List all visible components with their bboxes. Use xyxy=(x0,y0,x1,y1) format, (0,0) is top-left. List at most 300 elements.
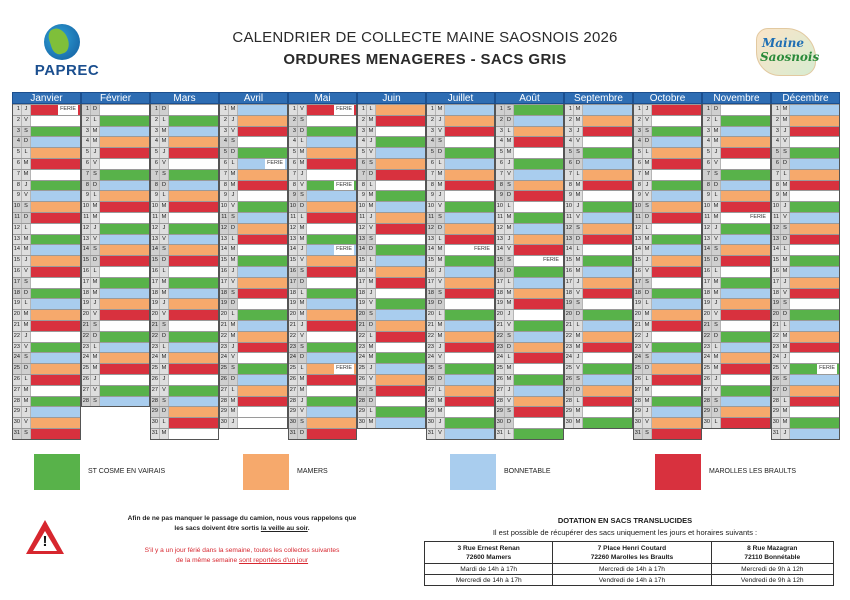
day-letter: M xyxy=(298,299,307,309)
day-letter: D xyxy=(505,191,514,201)
day-row xyxy=(496,385,563,396)
collection-bar xyxy=(583,418,632,428)
collection-bar xyxy=(31,181,80,191)
day-letter: M xyxy=(505,224,514,234)
day-number: 24 xyxy=(151,353,160,363)
day-number: 6 xyxy=(703,159,712,169)
day-number: 28 xyxy=(703,397,712,407)
holiday-label: FERIE xyxy=(334,105,354,115)
collection-bar xyxy=(721,353,770,363)
day-letter: M xyxy=(781,105,790,115)
collection-bar xyxy=(307,159,356,169)
day-letter: J xyxy=(22,332,31,342)
collection-bar xyxy=(790,116,839,126)
day-letter: D xyxy=(298,429,307,439)
day-number: 13 xyxy=(565,235,574,245)
day-row xyxy=(565,352,632,363)
day-letter: M xyxy=(229,245,238,255)
day-letter: M xyxy=(229,256,238,266)
day-letter: J xyxy=(781,278,790,288)
day-number: 17 xyxy=(358,278,367,288)
collection-bar xyxy=(169,159,218,169)
day-number: 13 xyxy=(82,235,91,245)
day-row xyxy=(565,234,632,245)
collection-bar xyxy=(790,375,839,385)
day-number: 1 xyxy=(427,105,436,115)
collection-bar xyxy=(514,191,563,201)
day-row xyxy=(634,201,701,212)
day-number: 6 xyxy=(565,159,574,169)
collection-bar xyxy=(790,353,839,363)
collection-bar xyxy=(376,332,425,342)
day-number: 2 xyxy=(496,116,505,126)
day-letter: M xyxy=(712,202,721,212)
collection-bar xyxy=(238,181,287,191)
day-letter: J xyxy=(91,375,100,385)
collection-bar xyxy=(721,267,770,277)
day-letter: M xyxy=(781,181,790,191)
day-number: 27 xyxy=(772,386,781,396)
day-row xyxy=(289,115,356,126)
collection-bar xyxy=(445,256,494,266)
day-letter: M xyxy=(436,105,445,115)
day-letter: M xyxy=(367,353,376,363)
collection-bar xyxy=(445,353,494,363)
day-number: 5 xyxy=(82,148,91,158)
collection-bar xyxy=(583,202,632,212)
day-number: 3 xyxy=(358,127,367,137)
day-row xyxy=(772,126,839,137)
collection-bar xyxy=(31,332,80,342)
day-letter: M xyxy=(574,181,583,191)
day-letter: L xyxy=(574,170,583,180)
location-street: 7 Place Henri Coutard xyxy=(597,544,667,552)
day-row xyxy=(496,266,563,277)
collection-bar xyxy=(790,418,839,428)
day-number: 3 xyxy=(634,127,643,137)
day-row xyxy=(772,180,839,191)
day-letter: D xyxy=(22,289,31,299)
day-letter: D xyxy=(505,343,514,353)
day-number: 20 xyxy=(358,310,367,320)
day-letter: J xyxy=(298,397,307,407)
month-column xyxy=(495,92,564,440)
day-number: 31 xyxy=(13,429,22,439)
day-row xyxy=(220,396,287,407)
day-letter: S xyxy=(574,148,583,158)
collection-bar xyxy=(307,397,356,407)
day-row xyxy=(427,190,494,201)
day-number: 19 xyxy=(13,299,22,309)
day-row xyxy=(565,126,632,137)
day-number: 19 xyxy=(220,299,229,309)
day-row xyxy=(220,266,287,277)
day-letter: M xyxy=(160,137,169,147)
collection-bar xyxy=(376,310,425,320)
day-letter: M xyxy=(505,299,514,309)
collection-bar xyxy=(514,418,563,428)
day-letter: M xyxy=(574,267,583,277)
collection-bar xyxy=(169,289,218,299)
day-number: 23 xyxy=(151,343,160,353)
collection-bar xyxy=(31,213,80,223)
day-letter: V xyxy=(643,191,652,201)
day-letter: V xyxy=(22,343,31,353)
day-letter: S xyxy=(712,321,721,331)
day-row xyxy=(565,169,632,180)
day-letter: S xyxy=(298,267,307,277)
collection-bar xyxy=(238,116,287,126)
day-number: 14 xyxy=(289,245,298,255)
collection-bar xyxy=(100,159,149,169)
collection-bar xyxy=(445,364,494,374)
month-header: Avril xyxy=(219,92,288,104)
day-letter: S xyxy=(436,137,445,147)
collection-bar xyxy=(238,224,287,234)
day-letter: M xyxy=(367,267,376,277)
day-number: 9 xyxy=(358,191,367,201)
day-number: 1 xyxy=(634,105,643,115)
day-number: 14 xyxy=(565,245,574,255)
day-row xyxy=(220,223,287,234)
collection-bar xyxy=(790,245,839,255)
day-number: 12 xyxy=(289,224,298,234)
day-row xyxy=(703,169,770,180)
day-number: 10 xyxy=(634,202,643,212)
day-number: 8 xyxy=(151,181,160,191)
collection-bar xyxy=(721,137,770,147)
collection-bar xyxy=(790,170,839,180)
collection-bar xyxy=(307,418,356,428)
day-row xyxy=(82,385,149,396)
day-row xyxy=(82,374,149,385)
collection-bar xyxy=(514,267,563,277)
day-letter: M xyxy=(298,375,307,385)
day-number: 6 xyxy=(13,159,22,169)
collection-bar xyxy=(445,202,494,212)
collection-bar xyxy=(169,364,218,374)
collection-bar xyxy=(169,181,218,191)
collection-bar xyxy=(721,332,770,342)
day-row xyxy=(634,417,701,428)
collection-bar xyxy=(445,429,494,439)
day-letter: V xyxy=(91,386,100,396)
day-number: 5 xyxy=(151,148,160,158)
day-number: 16 xyxy=(151,267,160,277)
day-row xyxy=(289,136,356,147)
day-row xyxy=(82,244,149,255)
collection-bar xyxy=(307,289,356,299)
day-letter: M xyxy=(160,364,169,374)
day-row xyxy=(703,212,770,223)
collection-bar xyxy=(514,353,563,363)
day-letter: J xyxy=(712,224,721,234)
collection-bar xyxy=(100,213,149,223)
collection-bar xyxy=(790,278,839,288)
day-letter: S xyxy=(505,332,514,342)
day-number: 28 xyxy=(220,397,229,407)
collection-bar xyxy=(445,397,494,407)
day-row xyxy=(565,244,632,255)
day-letter: J xyxy=(160,224,169,234)
day-letter: V xyxy=(91,235,100,245)
day-number: 28 xyxy=(358,397,367,407)
day-letter: D xyxy=(712,332,721,342)
day-number: 11 xyxy=(772,213,781,223)
day-number: 30 xyxy=(565,418,574,428)
day-number: 18 xyxy=(220,289,229,299)
day-number: 7 xyxy=(634,170,643,180)
day-row xyxy=(13,158,80,169)
collection-bar xyxy=(100,267,149,277)
day-number: 21 xyxy=(496,321,505,331)
day-row xyxy=(13,169,80,180)
collection-bar xyxy=(376,181,425,191)
day-number: 15 xyxy=(151,256,160,266)
day-number: 6 xyxy=(82,159,91,169)
collection-bar xyxy=(238,386,287,396)
day-row xyxy=(289,180,356,191)
day-letter: D xyxy=(160,256,169,266)
collection-bar xyxy=(31,224,80,234)
collection-bar xyxy=(721,397,770,407)
collection-bar xyxy=(721,386,770,396)
day-number: 17 xyxy=(220,278,229,288)
collection-bar xyxy=(652,105,701,115)
day-letter: S xyxy=(22,278,31,288)
day-row xyxy=(220,180,287,191)
collection-bar xyxy=(307,407,356,417)
day-row xyxy=(634,115,701,126)
day-number: 15 xyxy=(220,256,229,266)
day-number: 28 xyxy=(496,397,505,407)
day-number: 5 xyxy=(772,148,781,158)
day-number: 13 xyxy=(703,235,712,245)
day-row xyxy=(772,363,839,374)
collection-bar xyxy=(514,256,563,266)
day-row xyxy=(772,342,839,353)
day-letter: M xyxy=(574,407,583,417)
day-number: 31 xyxy=(289,429,298,439)
day-letter: V xyxy=(22,267,31,277)
day-row xyxy=(358,320,425,331)
collection-bar xyxy=(238,310,287,320)
collection-bar xyxy=(790,397,839,407)
day-letter: M xyxy=(229,397,238,407)
collection-bar xyxy=(514,321,563,331)
day-row xyxy=(220,331,287,342)
day-row xyxy=(427,104,494,115)
day-number: 26 xyxy=(634,375,643,385)
day-letter: J xyxy=(22,105,31,115)
collection-bar xyxy=(100,386,149,396)
month-days xyxy=(771,104,840,440)
month-column xyxy=(771,92,840,440)
collection-bar xyxy=(721,289,770,299)
collection-bar xyxy=(31,170,80,180)
day-letter: S xyxy=(367,159,376,169)
day-letter: J xyxy=(436,343,445,353)
day-number: 21 xyxy=(565,321,574,331)
day-letter: V xyxy=(574,289,583,299)
day-row xyxy=(151,331,218,342)
collection-bar xyxy=(445,278,494,288)
day-row xyxy=(634,363,701,374)
collection-bar xyxy=(514,127,563,137)
day-number: 12 xyxy=(703,224,712,234)
slot-cell: Mercredi de 14h à 17h xyxy=(553,564,711,575)
day-number: 3 xyxy=(427,127,436,137)
collection-bar xyxy=(169,375,218,385)
day-number: 13 xyxy=(220,235,229,245)
legend-swatch-bonnetable xyxy=(450,454,496,490)
month-days xyxy=(702,104,771,429)
day-row xyxy=(703,115,770,126)
day-row xyxy=(496,277,563,288)
collection-bar xyxy=(583,159,632,169)
day-number: 20 xyxy=(289,310,298,320)
day-row xyxy=(427,320,494,331)
day-letter: L xyxy=(643,299,652,309)
day-row xyxy=(358,158,425,169)
collection-bar xyxy=(238,148,287,158)
day-number: 12 xyxy=(772,224,781,234)
day-row xyxy=(151,385,218,396)
day-letter: L xyxy=(229,310,238,320)
collection-bar xyxy=(445,224,494,234)
day-number: 26 xyxy=(703,375,712,385)
day-row xyxy=(772,385,839,396)
day-letter: D xyxy=(160,105,169,115)
day-row xyxy=(427,428,494,439)
day-letter: M xyxy=(22,386,31,396)
day-row xyxy=(13,352,80,363)
day-letter: M xyxy=(643,310,652,320)
day-letter: J xyxy=(91,148,100,158)
day-letter: D xyxy=(781,235,790,245)
collection-bar xyxy=(790,429,839,439)
day-row xyxy=(565,115,632,126)
day-row xyxy=(358,180,425,191)
day-row xyxy=(151,255,218,266)
day-number: 3 xyxy=(565,127,574,137)
collection-bar xyxy=(721,256,770,266)
day-number: 25 xyxy=(427,364,436,374)
collection-bar xyxy=(376,213,425,223)
day-letter: M xyxy=(781,116,790,126)
collection-bar xyxy=(100,397,149,407)
collection-bar xyxy=(652,364,701,374)
day-number: 1 xyxy=(565,105,574,115)
collection-bar xyxy=(514,224,563,234)
day-row xyxy=(496,147,563,158)
day-number: 28 xyxy=(565,397,574,407)
day-row xyxy=(565,406,632,417)
day-row xyxy=(82,309,149,320)
day-row xyxy=(496,374,563,385)
day-letter: M xyxy=(643,235,652,245)
collection-bar xyxy=(376,202,425,212)
day-letter: M xyxy=(781,332,790,342)
day-number: 10 xyxy=(82,202,91,212)
day-row xyxy=(634,342,701,353)
day-number: 11 xyxy=(565,213,574,223)
day-row xyxy=(151,298,218,309)
day-row xyxy=(634,223,701,234)
day-number: 11 xyxy=(634,213,643,223)
day-letter: V xyxy=(160,159,169,169)
day-row xyxy=(772,212,839,223)
day-number: 22 xyxy=(13,332,22,342)
day-number: 18 xyxy=(496,289,505,299)
reminder-line-2a: les sacs doivent être sortis xyxy=(174,525,261,532)
collection-bar xyxy=(583,321,632,331)
day-number: 16 xyxy=(427,267,436,277)
day-number: 12 xyxy=(82,224,91,234)
day-row xyxy=(220,363,287,374)
collection-bar xyxy=(514,310,563,320)
day-row xyxy=(427,277,494,288)
collection-bar xyxy=(514,159,563,169)
day-letter: V xyxy=(781,137,790,147)
collection-bar xyxy=(376,299,425,309)
day-letter: V xyxy=(643,116,652,126)
day-letter: D xyxy=(298,353,307,363)
day-number: 22 xyxy=(358,332,367,342)
day-number: 3 xyxy=(220,127,229,137)
day-number: 20 xyxy=(220,310,229,320)
day-letter: S xyxy=(160,397,169,407)
day-row xyxy=(82,266,149,277)
collection-bar xyxy=(31,202,80,212)
month-column xyxy=(219,92,288,429)
day-row xyxy=(151,288,218,299)
collection-bar xyxy=(238,321,287,331)
day-letter: V xyxy=(229,202,238,212)
collection-bar xyxy=(100,299,149,309)
day-letter: D xyxy=(229,375,238,385)
collection-bar xyxy=(100,256,149,266)
day-letter: M xyxy=(22,310,31,320)
dotation-slot-row-2 xyxy=(425,575,834,586)
day-row xyxy=(13,201,80,212)
day-row xyxy=(289,147,356,158)
day-letter: M xyxy=(298,386,307,396)
collection-bar xyxy=(100,245,149,255)
day-number: 6 xyxy=(358,159,367,169)
day-letter: D xyxy=(505,418,514,428)
day-number: 19 xyxy=(151,299,160,309)
day-number: 9 xyxy=(151,191,160,201)
day-number: 27 xyxy=(565,386,574,396)
day-row xyxy=(634,352,701,363)
collection-bar xyxy=(100,353,149,363)
day-row xyxy=(427,169,494,180)
collection-bar xyxy=(445,148,494,158)
day-letter: M xyxy=(505,289,514,299)
month-column xyxy=(12,92,81,440)
collection-bar xyxy=(721,407,770,417)
collection-bar xyxy=(583,245,632,255)
day-row xyxy=(634,158,701,169)
collection-bar xyxy=(100,181,149,191)
day-number: 11 xyxy=(220,213,229,223)
day-row xyxy=(13,417,80,428)
month-column xyxy=(633,92,702,440)
day-row xyxy=(358,234,425,245)
day-letter: M xyxy=(91,202,100,212)
day-number: 12 xyxy=(634,224,643,234)
